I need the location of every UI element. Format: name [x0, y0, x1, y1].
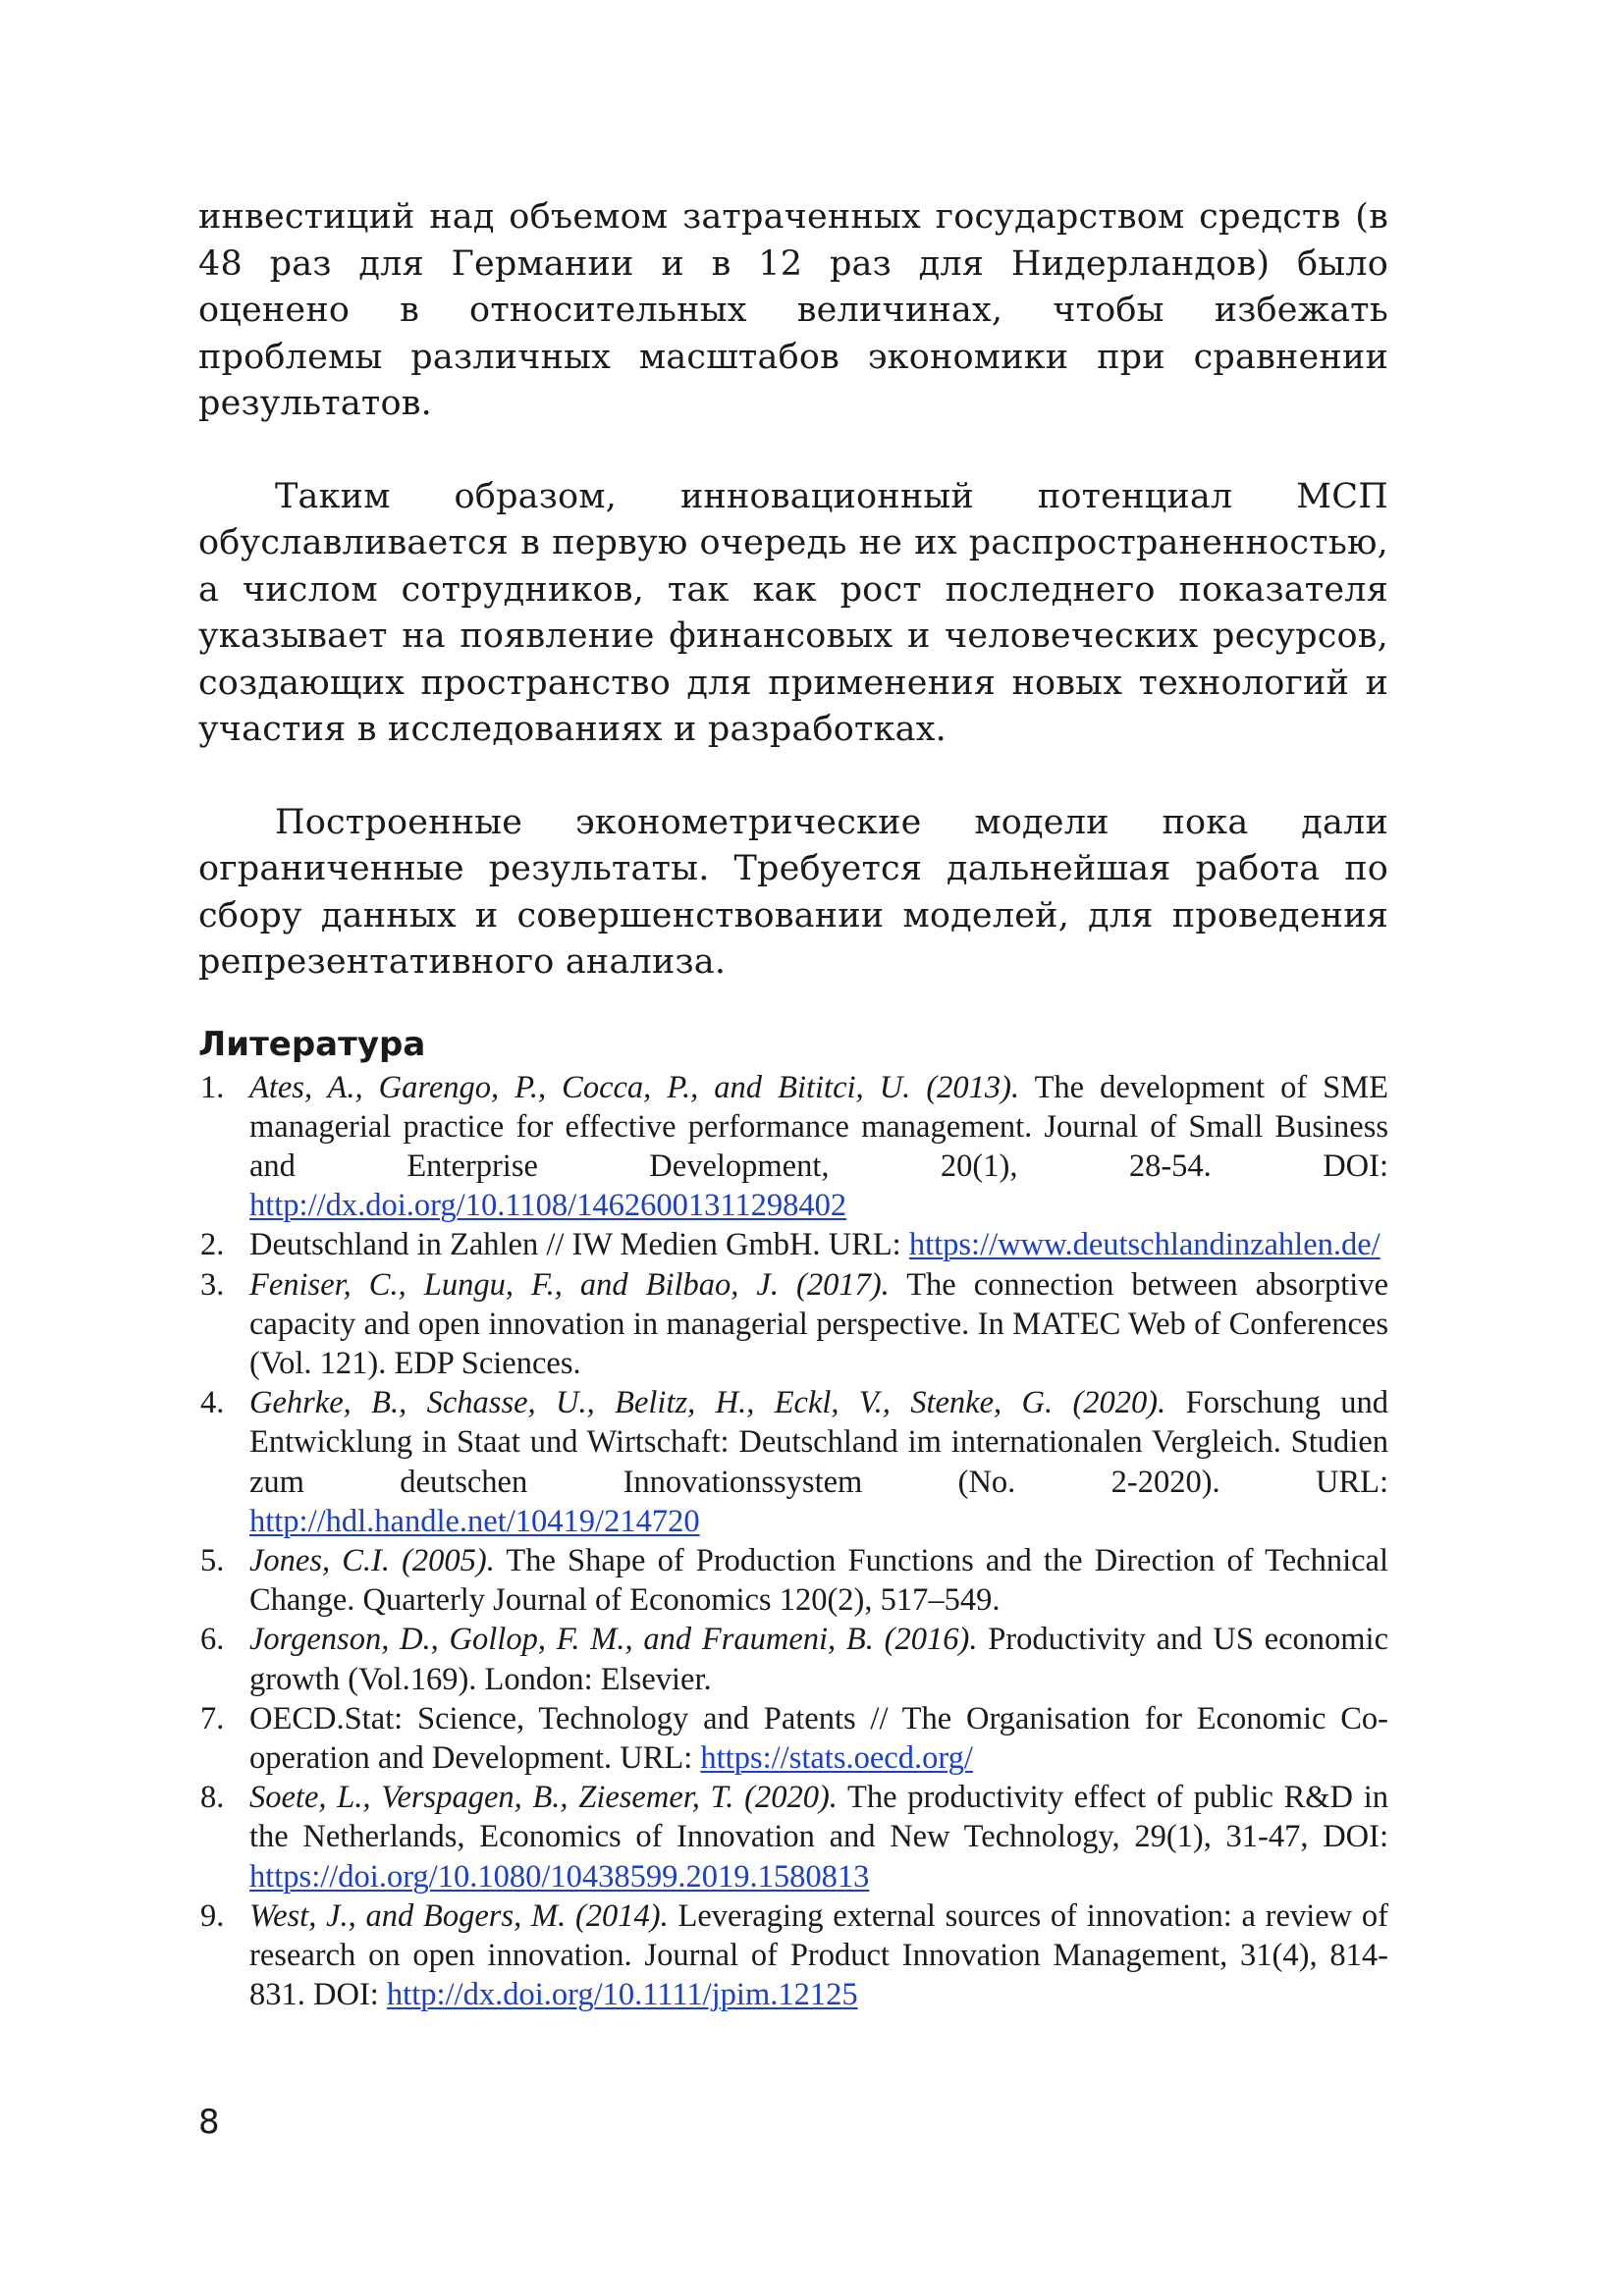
reference-text: Deutschland in Zahlen // IW Medien GmbH. URL: — [249, 1227, 909, 1263]
reference-text: The development of SME managerial practice for effective performance management. Journal of Small Business and Enterprise Development, 20(1), 28-54. DOI: — [249, 1069, 1389, 1184]
reference-text: The connection between absorptive capacity and open innovation in managerial perspective. In MATEC Web of Conferences (Vol. 121). EDP Sciences. — [249, 1266, 1389, 1381]
reference-item — [198, 1265, 1388, 1384]
page-number: 8 — [198, 2103, 220, 2142]
reference-item — [198, 1541, 1388, 1620]
reference-number: 2. — [200, 1227, 225, 1263]
reference-text: Leveraging external sources of innovation: a review of research on open innovation. Journal of Product Innovation Management, 31(4), 814-831. DOI: — [249, 1897, 1388, 2013]
reference-url-link[interactable]: https://stats.oecd.org/ — [700, 1739, 973, 1776]
body-paragraph: инвестиций над объемом затраченных государством средств (в 48 раз для Германии и в 12 раз для Нидерландов) было оценено в относительных величинах, чтобы избежать проблемы различных масштабов экономики при сравнении результатов. — [198, 197, 1388, 423]
page-content — [198, 194, 1388, 2014]
reference-doi-link[interactable]: http://dx.doi.org/10.1111/jpim.12125 — [386, 1977, 858, 2013]
reference-item — [198, 1068, 1388, 1226]
reference-number: 4. — [200, 1385, 225, 1421]
reference-item — [198, 1383, 1388, 1541]
reference-item — [198, 1896, 1388, 2015]
reference-item — [198, 1225, 1388, 1264]
reference-authors: Jones, C.I. (2005). — [249, 1542, 495, 1578]
reference-doi-link[interactable]: http://dx.doi.org/10.1108/14626001311298402 — [249, 1188, 847, 1224]
reference-number: 1. — [200, 1069, 225, 1105]
reference-text: OECD.Stat: Science, Technology and Patents // The Organisation for Economic Co-operation and Development. URL: — [249, 1700, 1388, 1776]
reference-url-link[interactable]: https://www.deutschlandinzahlen.de/ — [908, 1227, 1380, 1263]
reference-authors: Feniser, C., Lungu, F., and Bilbao, J. (2017). — [249, 1266, 890, 1303]
reference-item — [198, 1778, 1388, 1896]
references-list — [198, 1068, 1388, 2015]
reference-text: Productivity and US economic growth (Vol.169). London: Elsevier. — [249, 1622, 1388, 1697]
reference-authors: Ates, A., Garengo, P., Cocca, P., and Bititci, U. (2013). — [249, 1069, 1020, 1105]
body-paragraph: Построенные эконометрические модели пока дали ограниченные результаты. Требуется дальнейшая работа по сбору данных и совершенствовании моделей, для проведения репрезентативного анализа. — [198, 802, 1388, 982]
reference-number: 3. — [200, 1266, 225, 1303]
reference-number: 6. — [200, 1622, 225, 1658]
reference-number: 7. — [200, 1700, 225, 1736]
body-paragraph: Таким образом, инновационный потенциал МСП обуславливается в первую очередь не их распространенностью, а числом сотрудников, так как рост последнего показателя указывает на появление финансовых и человеческих ресурсов, создающих пространство для применения новых технологий и участия в исследованиях и разработках. — [198, 476, 1388, 749]
reference-authors: Gehrke, B., Schasse, U., Belitz, H., Eckl, V., Stenke, G. (2020). — [249, 1385, 1166, 1421]
reference-text: The Shape of Production Functions and the Direction of Technical Change. Quarterly Journal of Economics 120(2), 517–549. — [249, 1542, 1388, 1619]
reference-authors: West, J., and Bogers, M. (2014). — [249, 1897, 669, 1934]
reference-authors: Soete, L., Verspagen, B., Ziesemer, T. (2020). — [249, 1780, 838, 1816]
reference-text: Forschung und Entwicklung in Staat und Wirtschaft: Deutschland im internationalen Vergleich. Studien zum deutschen Innovationssystem (No. 2-2020). URL: — [249, 1385, 1388, 1500]
reference-authors: Jorgenson, D., Gollop, F. M., and Fraumeni, B. (2016). — [249, 1622, 978, 1658]
reference-url-link[interactable]: http://hdl.handle.net/10419/214720 — [249, 1503, 700, 1539]
reference-number: 5. — [200, 1542, 225, 1578]
reference-item — [198, 1699, 1388, 1778]
reference-item — [198, 1620, 1388, 1698]
reference-doi-link[interactable]: https://doi.org/10.1080/10438599.2019.1580813 — [249, 1858, 870, 1895]
reference-number: 8. — [200, 1780, 225, 1816]
reference-number: 9. — [200, 1897, 225, 1934]
reference-text: The productivity effect of public R&D in the Netherlands, Economics of Innovation and New Technology, 29(1), 31-47, DOI: — [249, 1780, 1388, 1855]
references-heading: Литература — [198, 1024, 426, 1064]
